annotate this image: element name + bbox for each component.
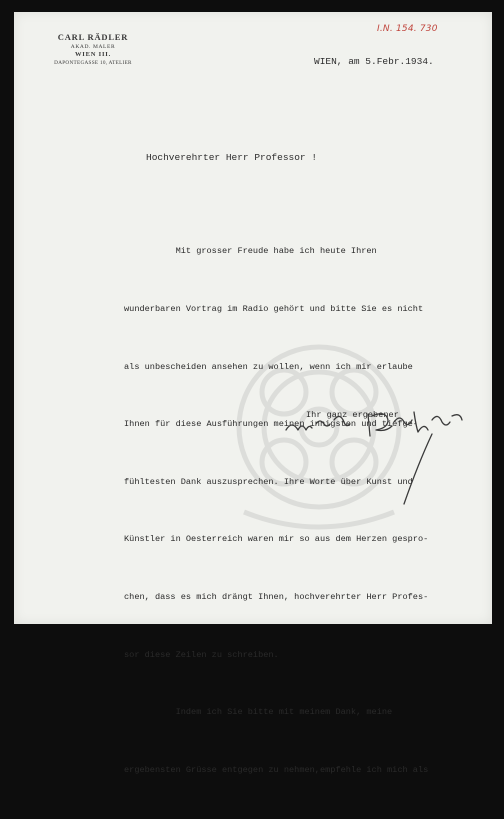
letter-paper: [14, 12, 492, 775]
body-line: Künstler in Oesterreich waren mir so aus dem Herzen gespro-: [124, 534, 429, 545]
body-line: Indem ich Sie bitte mit meinem Dank, meine: [124, 707, 393, 718]
body-line: als unbescheiden ansehen zu wollen, wenn ich mir erlaube: [124, 361, 413, 372]
body-line: Mit grosser Freude habe ich heute Ihren: [124, 246, 377, 257]
closing-line: Ihr ganz ergebener: [306, 410, 399, 420]
letterhead: [32, 32, 154, 66]
letterhead-city: WIEN III.: [74, 51, 112, 58]
letterhead-address: DAPONTEGASSE 10, ATELIER: [54, 60, 132, 66]
letter-date: WIEN, am 5.Febr.1934.: [314, 56, 434, 67]
letterhead-title: AKAD. MALER: [70, 44, 116, 50]
archive-number: I.N. 154. 730: [377, 24, 438, 34]
body-line: sor diese Zeilen zu schreiben.: [124, 649, 279, 660]
body-line: wunderbaren Vortrag im Radio gehört und bitte Sie es nicht: [124, 304, 424, 315]
body-line: Ihnen für diese Ausführungen meinen innigsten und tiefge-: [124, 419, 418, 430]
body-line: ergebensten Grüsse entgegen zu nehmen,empfehle ich mich als: [124, 764, 429, 775]
handwritten-signature: [282, 400, 482, 510]
salutation: Hochverehrter Herr Professor !: [146, 152, 318, 163]
body-line: chen, dass es mich drängt Ihnen, hochverehrter Herr Profes-: [124, 592, 429, 603]
letterhead-name: CARL RÄDLER: [57, 32, 129, 42]
letter-body: [124, 204, 484, 819]
body-line: fühltesten Dank auszusprechen. Ihre Worte über Kunst und: [124, 476, 413, 487]
